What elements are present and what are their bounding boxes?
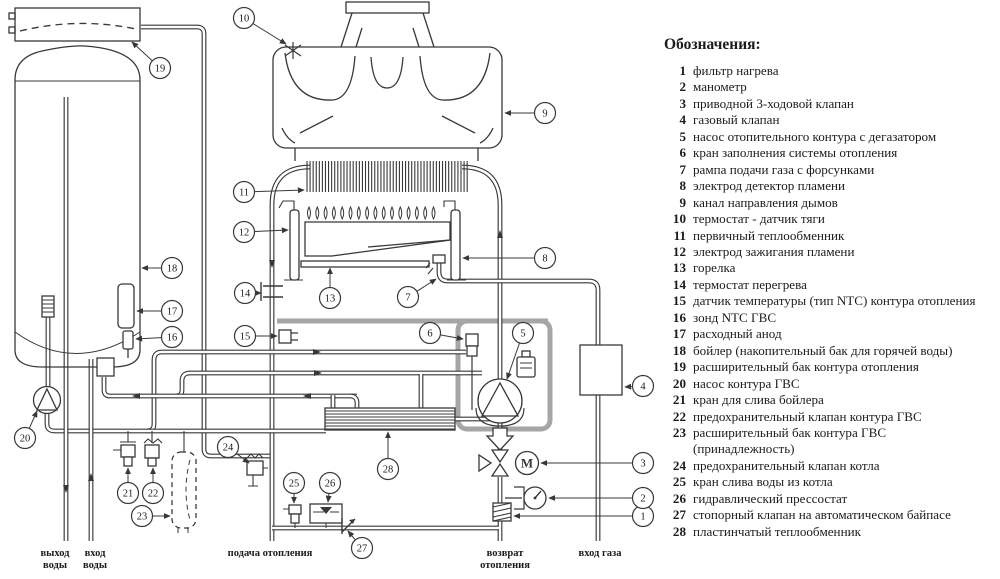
legend-item-text: электрод зажигания пламени	[693, 243, 855, 259]
legend-item-text: кран слива воды из котла	[693, 474, 833, 490]
legend-item-text: расширительный бак контура ГВС (принадлежность)	[693, 424, 887, 457]
legend-item	[662, 129, 996, 145]
callout-number: 1	[640, 511, 646, 523]
legend-item-number: 9	[679, 194, 686, 210]
callout-number: 12	[238, 227, 250, 239]
callout-number: 11	[238, 187, 250, 199]
legend-item-number: 3	[679, 95, 686, 111]
legend-item-number: 10	[672, 211, 686, 227]
callout-number: 7	[405, 292, 411, 304]
legend-item	[662, 425, 996, 458]
heating-ntc-sensor	[279, 330, 298, 343]
legend-item	[662, 409, 996, 425]
callout-8	[463, 248, 556, 269]
callout-number: 9	[542, 108, 548, 120]
port-label: воды	[42, 560, 68, 571]
callout-21	[118, 468, 139, 504]
legend-item-text: рампа подачи газа с форсунками	[693, 161, 875, 177]
legend-item-text: стопорный клапан на автоматическом байпасе	[693, 507, 951, 523]
legend-item	[662, 524, 996, 540]
callout-number: 14	[239, 288, 251, 300]
legend-panel	[662, 36, 996, 540]
legend-item-number: 28	[672, 523, 686, 539]
legend-item-text: предохранительный клапан контура ГВС	[693, 408, 922, 424]
legend-item-number: 23	[672, 424, 686, 440]
legend-item-text: манометр	[693, 79, 747, 95]
callout-number: 6	[427, 328, 433, 340]
legend-item-text: кран заполнения системы отопления	[693, 145, 898, 161]
legend-item	[662, 260, 996, 276]
legend-item-number: 24	[672, 457, 686, 473]
callout-2	[549, 488, 654, 509]
legend-item-number: 5	[679, 128, 686, 144]
legend-item-number: 22	[672, 408, 686, 424]
legend-item-text: расходный анод	[693, 326, 782, 342]
legend-item-text: фильтр нагрева	[693, 63, 779, 78]
legend-item-number: 21	[672, 392, 686, 408]
port-label: вход	[84, 548, 106, 559]
callout-13	[320, 268, 341, 309]
callout-number: 20	[19, 433, 31, 445]
legend-item-text: зонд NTC ГВС	[693, 309, 777, 325]
legend-item-text: канал направления дымов	[693, 194, 838, 210]
callout-10	[234, 8, 287, 45]
port-label: вход газа	[578, 548, 622, 559]
air-separator	[517, 351, 535, 377]
legend-item-text: термостат - датчик тяги	[693, 211, 825, 227]
callout-number: 16	[166, 332, 178, 344]
legend-item-number: 2	[679, 79, 686, 95]
legend-item-text: насос контура ГВС	[693, 375, 800, 391]
legend-item	[662, 359, 996, 375]
callout-14	[235, 283, 262, 304]
legend-item-text: предохранительный клапан котла	[693, 457, 880, 473]
callout-number: 8	[542, 253, 548, 265]
callout-number: 24	[222, 442, 234, 454]
callout-26	[320, 473, 341, 503]
callout-25	[284, 473, 305, 504]
legend-item	[662, 162, 996, 178]
primary-heat-exchanger	[307, 161, 467, 192]
gas-ramp	[426, 255, 445, 274]
legend-item-number: 18	[672, 342, 686, 358]
legend-item-number: 6	[679, 145, 686, 161]
heating-filter	[493, 503, 511, 521]
tank-outlet-fitting	[97, 358, 114, 376]
legend-item	[662, 507, 996, 523]
legend-item-number: 25	[672, 474, 686, 490]
callout-28	[378, 432, 399, 480]
callout-20	[15, 411, 38, 449]
legend-item	[662, 326, 996, 342]
anode	[118, 284, 134, 328]
callout-number: 26	[324, 478, 336, 490]
plate-heat-exchanger	[325, 408, 455, 430]
legend-item-number: 4	[679, 112, 686, 128]
callout-number: 2	[640, 493, 646, 505]
legend-item-text: горелка	[693, 260, 736, 276]
pipe-port-labels	[41, 548, 623, 571]
port-label: возврат	[486, 548, 524, 559]
legend-item-text: электрод детектор пламени	[693, 178, 846, 194]
boiler-drain-valve	[283, 505, 301, 528]
legend-item-number: 1	[679, 63, 686, 78]
port-label: отопления	[480, 560, 530, 571]
legend-item-number: 16	[672, 309, 686, 325]
callout-12	[234, 222, 289, 243]
callout-number: 25	[288, 478, 300, 490]
legend-item	[662, 178, 996, 194]
legend-item-number: 7	[679, 161, 686, 177]
legend-item	[662, 376, 996, 392]
callout-number: 22	[147, 488, 159, 500]
callout-number: 19	[154, 63, 166, 75]
gas-valve	[580, 345, 622, 395]
port-label: выход	[40, 548, 70, 559]
legend-item-number: 14	[672, 276, 686, 292]
callout-number: 10	[238, 13, 250, 25]
callout-number: 4	[640, 381, 646, 393]
legend-list	[662, 63, 996, 540]
callout-number: 3	[640, 458, 646, 470]
legend-item	[662, 277, 996, 293]
components	[9, 2, 622, 534]
legend-title: Обозначения:	[664, 36, 761, 53]
dhw-expansion-tank	[172, 431, 196, 533]
port-label: подача отопления	[227, 548, 313, 559]
heating-expansion-tank	[9, 8, 140, 41]
callout-number: 28	[382, 464, 394, 476]
valve-motor	[516, 452, 539, 475]
tank-strainer-icon	[42, 296, 54, 317]
burner-flames	[308, 207, 436, 219]
legend-item	[662, 491, 996, 507]
burner	[301, 222, 450, 267]
callout-number: 18	[166, 263, 178, 275]
legend-item	[662, 79, 996, 95]
callout-number: 17	[166, 306, 178, 318]
legend-item	[662, 63, 996, 79]
legend-item-number: 27	[672, 507, 686, 523]
callout-16	[136, 327, 183, 348]
callout-4	[625, 376, 654, 397]
legend-item-text: пластинчатый теплообменник	[693, 523, 861, 539]
legend-item-number: 20	[672, 375, 686, 391]
callout-24	[218, 437, 250, 464]
callout-11	[234, 182, 305, 203]
legend-item	[662, 310, 996, 326]
callout-27	[348, 531, 373, 559]
legend-item-number: 8	[679, 178, 686, 194]
port-label: воды	[82, 560, 108, 571]
legend-item-text: бойлер (накопительный бак для горячей воды)	[693, 342, 953, 358]
legend-item	[662, 211, 996, 227]
callout-number: 5	[520, 328, 526, 340]
callout-number: 23	[136, 511, 148, 523]
legend-item	[662, 392, 996, 408]
legend-item	[662, 474, 996, 490]
legend-item-number: 26	[672, 490, 686, 506]
legend-item-text: датчик температуры (тип NTC) контура отопления	[693, 293, 976, 309]
hydraulic-pressure-switch	[310, 504, 342, 528]
legend-item-text: насос отопительного контура с дегазатором	[693, 128, 937, 144]
callout-number: 27	[356, 543, 368, 555]
valve-motor-label: M	[520, 455, 534, 471]
callout-17	[137, 301, 183, 322]
legend-item-text: гидравлический прессостат	[693, 490, 848, 506]
legend-item	[662, 293, 996, 309]
boiler-safety-valve	[247, 454, 268, 486]
legend-item	[662, 228, 996, 244]
legend-item-text: газовый клапан	[693, 112, 780, 128]
legend-item-text: кран для слива бойлера	[693, 392, 824, 408]
legend-item-number: 12	[672, 243, 686, 259]
legend-item-text: термостат перегрева	[693, 276, 807, 292]
legend-item	[662, 244, 996, 260]
legend-item-text: первичный теплообменник	[693, 227, 845, 243]
three-way-valve	[479, 450, 508, 476]
legend-item	[662, 96, 996, 112]
callout-18	[142, 258, 183, 279]
legend-item-number: 17	[672, 326, 686, 342]
callout-23	[132, 506, 171, 527]
ignition-electrode	[279, 201, 303, 280]
callout-number: 15	[239, 331, 251, 343]
callout-number: 21	[122, 488, 134, 500]
legend-item	[662, 145, 996, 161]
legend-item-number: 13	[672, 260, 686, 276]
callout-22	[143, 468, 164, 504]
dhw-safety-valve	[144, 431, 162, 466]
legend-item	[662, 343, 996, 359]
legend-item-number: 11	[673, 227, 686, 243]
legend-item	[662, 112, 996, 128]
dhw-ntc-probe	[123, 331, 133, 358]
callout-7	[398, 279, 437, 308]
legend-item-number: 15	[672, 293, 686, 309]
legend-item-text: приводной 3-ходовой клапан	[693, 95, 854, 111]
dhw-pump	[34, 387, 61, 414]
flue-hood	[273, 2, 502, 161]
tank-drain-valve	[113, 431, 136, 466]
callout-19	[132, 42, 171, 79]
legend-item-text: расширительный бак контура отопления	[693, 359, 919, 375]
legend-item	[662, 195, 996, 211]
callout-number: 13	[324, 293, 336, 305]
legend-item	[662, 458, 996, 474]
callout-9	[505, 103, 556, 124]
legend-item-number: 19	[672, 359, 686, 375]
